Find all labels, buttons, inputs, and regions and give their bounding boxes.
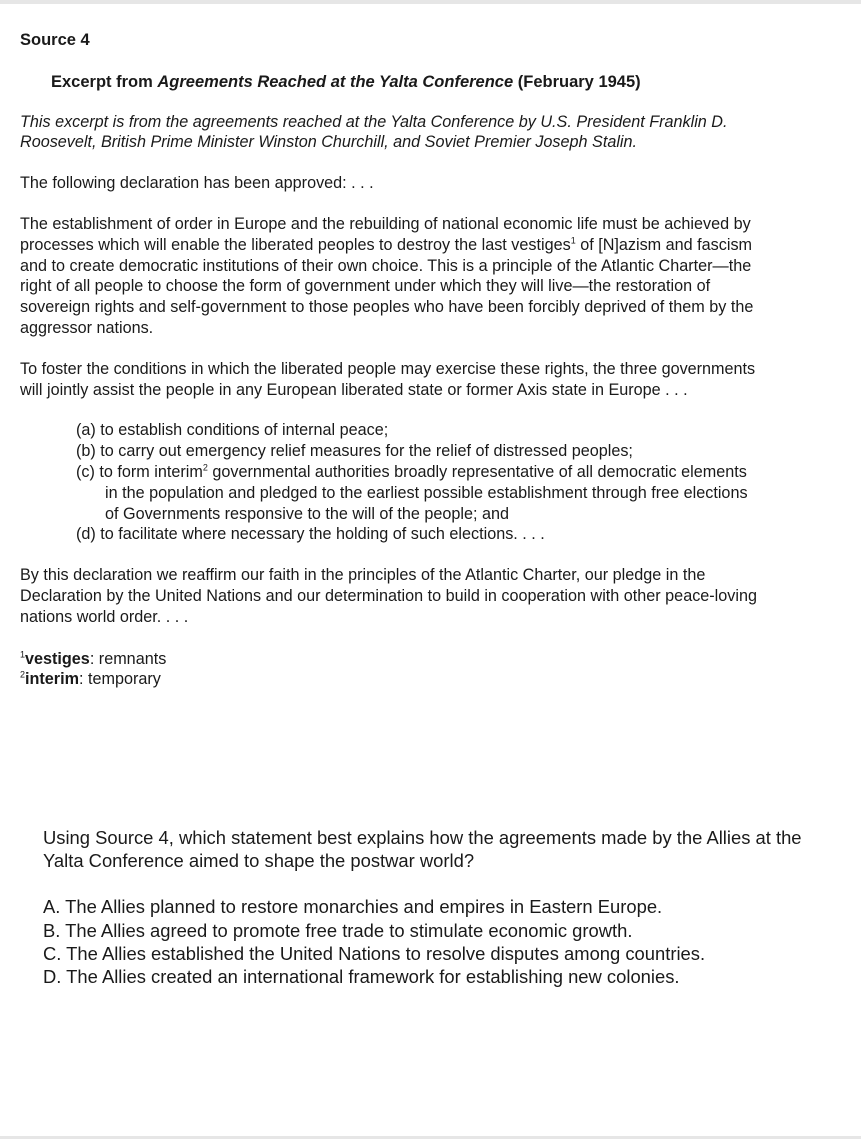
top-border xyxy=(0,0,861,4)
paragraph1-text-a: The establishment of order in Europe and the rebuilding of national economic life must be achieved by processes which will enable the liberated peoples to destroy the last vestiges xyxy=(20,214,751,254)
declaration-line: The following declaration has been approved: . . . xyxy=(20,174,374,193)
excerpt-intro: This excerpt is from the agreements reached at the Yalta Conference by U.S. President Franklin D. Roosevelt, British Prime Minister Winston Churchill, and Soviet Premier Joseph Stalin. xyxy=(20,112,728,152)
footnote-definition: : remnants xyxy=(89,649,167,668)
footnote-term: interim xyxy=(25,670,79,689)
footnote-marker: 1 xyxy=(570,235,576,246)
paragraph-reaffirm: By this declaration we reaffirm our faith in the principles of the Atlantic Charter, our pledge in the Declaration by the United Nations and our determination to build in cooperation with other peace-loving nations world order. . . . xyxy=(20,566,757,626)
paragraph-foster-conditions: To foster the conditions in which the liberated people may exercise these rights, the three governments will jointly assist the people in any European liberated state or former Axis state in Europe . . . xyxy=(20,359,756,399)
paragraph1-text-b: of [N]azism and fascism and to create democratic institutions of their own choice. This is a principle of the Atlantic Charter—the right of all people to choose the form of government under which they will live—the restoration of sovereign rights and self-government to those peoples who have been forcibly deprived of them by the aggressor nations. xyxy=(20,235,754,337)
excerpt-title-suffix: (February 1945) xyxy=(513,72,641,91)
answer-choice-c[interactable]: C. The Allies established the United Nations to resolve disputes among countries. xyxy=(43,942,706,964)
footnotes xyxy=(20,649,760,691)
list-item-c-text-a: (c) to form interim xyxy=(76,462,203,481)
excerpt-title-italic: Agreements Reached at the Yalta Conference xyxy=(157,72,514,91)
list-item: (d) to facilitate where necessary the holding of such elections. . . . xyxy=(76,525,545,544)
footnote-marker: 2 xyxy=(202,462,208,473)
paragraph-order-in-europe xyxy=(20,214,760,339)
question-stem: Using Source 4, which statement best explains how the agreements made by the Allies at the Yalta Conference aimed to shape the postwar world? xyxy=(43,827,802,872)
source-document xyxy=(20,30,760,690)
excerpt-title-prefix: Excerpt from xyxy=(51,72,158,91)
answer-choice-a[interactable]: A. The Allies planned to restore monarchies and empires in Eastern Europe. xyxy=(43,896,663,918)
footnote-term: vestiges xyxy=(25,649,90,668)
list-item: (b) to carry out emergency relief measures for the relief of distressed peoples; xyxy=(76,442,633,461)
answer-choice-b[interactable]: B. The Allies agreed to promote free trade to stimulate economic growth. xyxy=(43,919,633,941)
footnote-marker: 1 xyxy=(20,649,26,660)
footnote-marker: 2 xyxy=(20,669,26,680)
footnote-definition: : temporary xyxy=(79,670,161,689)
excerpt-title xyxy=(51,72,760,93)
list-item: (a) to establish conditions of internal peace; xyxy=(76,421,389,440)
footnote xyxy=(20,649,760,670)
list-item-c-text-b: governmental authorities broadly representative of all democratic elements in the population and pledged to the earliest possible establishment through free elections of Governments responsive to the will of the people; and xyxy=(105,462,748,523)
declaration-list xyxy=(76,420,760,545)
source-label: Source 4 xyxy=(20,31,90,49)
footnote xyxy=(20,669,760,690)
answer-choices xyxy=(43,895,803,988)
question-block xyxy=(43,826,803,988)
answer-choice-d[interactable]: D. The Allies created an international framework for establishing new colonies. xyxy=(43,966,680,988)
list-item xyxy=(76,462,760,524)
